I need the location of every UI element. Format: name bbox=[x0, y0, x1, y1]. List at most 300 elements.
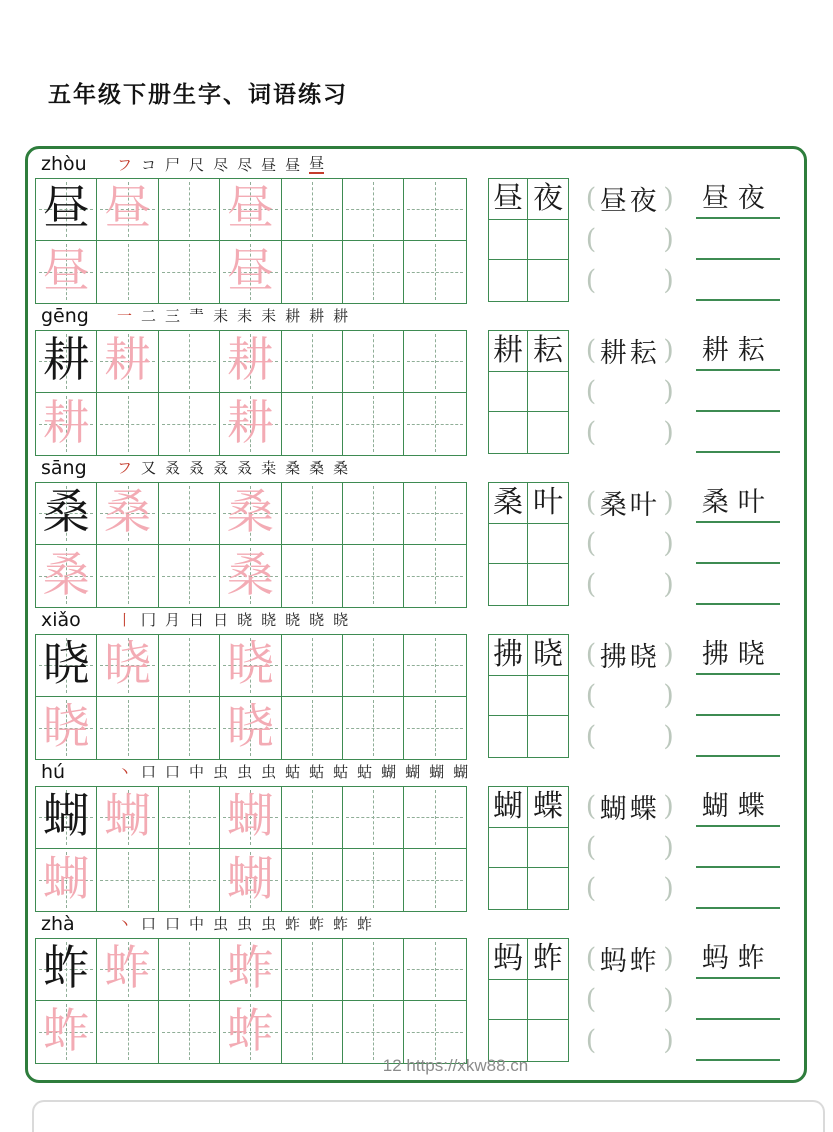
practice-cell bbox=[282, 241, 343, 303]
underline-row bbox=[696, 412, 780, 453]
stroke-step: 口 bbox=[165, 762, 181, 781]
word-in-parentheses: 蝴蝶 bbox=[599, 794, 660, 825]
underline-row bbox=[696, 219, 780, 260]
trace-character: 昼 bbox=[42, 243, 90, 299]
underline-row bbox=[696, 827, 780, 868]
word-character: 夜 bbox=[533, 180, 564, 216]
row-body bbox=[28, 634, 804, 760]
parentheses-row bbox=[586, 786, 674, 827]
stroke-step: 耒 bbox=[213, 306, 229, 325]
stroke-step: 丶 bbox=[117, 914, 133, 933]
row-body bbox=[28, 178, 804, 304]
word-cell bbox=[489, 260, 529, 301]
practice-cell bbox=[282, 635, 343, 697]
stroke-step: 耕 bbox=[309, 306, 325, 325]
word-cell bbox=[489, 564, 529, 605]
underline-row bbox=[696, 1020, 780, 1061]
word-cell bbox=[528, 412, 568, 453]
practice-cell bbox=[343, 939, 404, 1001]
word-character: 晓 bbox=[533, 636, 564, 672]
word-cell bbox=[528, 179, 568, 220]
stroke-step: 虫 bbox=[213, 762, 229, 781]
word-cell bbox=[528, 716, 568, 757]
stroke-step: 日 bbox=[189, 610, 205, 629]
stroke-step: 一 bbox=[117, 306, 133, 325]
word-practice-area bbox=[488, 938, 780, 1062]
close-paren: ) bbox=[663, 486, 674, 518]
practice-cell bbox=[343, 331, 404, 393]
practice-cell bbox=[220, 697, 281, 759]
word-on-underline: 桑叶 bbox=[701, 487, 774, 518]
open-paren: ( bbox=[585, 872, 597, 904]
word-on-underline: 拂晓 bbox=[701, 639, 774, 670]
practice-cell bbox=[36, 787, 97, 849]
trace-character: 蝴 bbox=[42, 851, 90, 907]
trace-character: 昼 bbox=[104, 181, 152, 237]
stroke-step: 口 bbox=[165, 914, 181, 933]
stroke-step: 蚱 bbox=[285, 914, 301, 933]
practice-cell bbox=[97, 545, 158, 607]
close-paren: ) bbox=[663, 790, 674, 822]
parentheses-row bbox=[586, 219, 674, 260]
trace-character: 晓 bbox=[226, 699, 274, 755]
open-paren: ( bbox=[585, 983, 597, 1015]
underline-row bbox=[696, 675, 780, 716]
trace-character: 蝴 bbox=[226, 851, 274, 907]
stroke-order-strip bbox=[117, 916, 372, 933]
practice-cell bbox=[404, 849, 465, 911]
practice-cell bbox=[404, 179, 465, 241]
parentheses-row bbox=[586, 371, 674, 412]
stroke-step: 桑 bbox=[309, 458, 325, 477]
stroke-step: 冂 bbox=[141, 610, 157, 629]
word-in-parentheses: 耕耘 bbox=[599, 338, 660, 369]
word-practice-area bbox=[488, 786, 780, 910]
character-practice-row bbox=[28, 454, 804, 606]
practice-cell bbox=[404, 939, 465, 1001]
trace-character: 耕 bbox=[42, 395, 90, 451]
parentheses-row bbox=[586, 178, 674, 219]
parentheses-row bbox=[586, 564, 674, 605]
word-cell bbox=[489, 939, 529, 980]
practice-grid bbox=[35, 634, 467, 760]
word-on-underline: 昼夜 bbox=[701, 183, 774, 214]
word-cell bbox=[528, 220, 568, 261]
word-cell bbox=[489, 412, 529, 453]
practice-cell bbox=[97, 1001, 158, 1063]
stroke-step: 叒 bbox=[189, 458, 205, 477]
word-character: 拂 bbox=[493, 636, 524, 672]
practice-cell bbox=[36, 483, 97, 545]
open-paren: ( bbox=[585, 790, 597, 822]
close-paren: ) bbox=[663, 942, 674, 974]
word-practice-area bbox=[488, 482, 780, 606]
practice-cell bbox=[97, 331, 158, 393]
stroke-step: 叒 bbox=[165, 458, 181, 477]
word-practice-area bbox=[488, 178, 780, 302]
word-cell bbox=[489, 828, 529, 869]
stroke-step: 三 bbox=[165, 306, 181, 325]
practice-cell bbox=[343, 393, 404, 455]
open-paren: ( bbox=[585, 182, 597, 214]
underline-row bbox=[696, 716, 780, 757]
stroke-step: 蛄 bbox=[357, 762, 373, 781]
underline-column bbox=[696, 330, 780, 454]
model-character: 蝴 bbox=[42, 789, 90, 845]
stroke-step: 蚱 bbox=[333, 914, 349, 933]
underline-row bbox=[696, 371, 780, 412]
practice-cell bbox=[159, 635, 220, 697]
row-header bbox=[28, 150, 804, 178]
open-paren: ( bbox=[585, 1024, 597, 1056]
practice-cell bbox=[159, 849, 220, 911]
underline-row bbox=[696, 868, 780, 909]
open-paren: ( bbox=[585, 334, 597, 366]
stroke-step: 月 bbox=[165, 610, 181, 629]
parentheses-row bbox=[586, 1020, 674, 1061]
practice-cell bbox=[343, 1001, 404, 1063]
word-grid-box bbox=[488, 330, 569, 454]
practice-cell bbox=[97, 393, 158, 455]
stroke-step: 蝴 bbox=[429, 762, 445, 781]
model-character: 昼 bbox=[42, 181, 90, 237]
stroke-step: 日 bbox=[213, 610, 229, 629]
word-cell bbox=[489, 220, 529, 261]
practice-cell bbox=[36, 393, 97, 455]
stroke-step: フ bbox=[117, 155, 133, 174]
close-paren: ) bbox=[663, 182, 674, 214]
stroke-step: 口 bbox=[141, 914, 157, 933]
practice-cell bbox=[220, 483, 281, 545]
practice-cell bbox=[343, 697, 404, 759]
word-cell bbox=[528, 524, 568, 565]
practice-cell bbox=[97, 635, 158, 697]
stroke-step: 蛄 bbox=[333, 762, 349, 781]
practice-cell bbox=[404, 1001, 465, 1063]
stroke-order-strip bbox=[117, 612, 348, 629]
trace-character: 耕 bbox=[226, 395, 274, 451]
open-paren: ( bbox=[585, 264, 597, 296]
parentheses-row bbox=[586, 675, 674, 716]
word-character: 蚂 bbox=[493, 940, 524, 976]
character-practice-row bbox=[28, 606, 804, 758]
practice-cell bbox=[282, 939, 343, 1001]
practice-grid bbox=[35, 482, 467, 608]
trace-character: 蚱 bbox=[104, 941, 152, 997]
underline-row bbox=[696, 523, 780, 564]
word-cell bbox=[489, 372, 529, 413]
practice-cell bbox=[36, 635, 97, 697]
parentheses-row bbox=[586, 827, 674, 868]
practice-cell bbox=[36, 331, 97, 393]
model-character: 耕 bbox=[42, 333, 90, 389]
close-paren: ) bbox=[663, 375, 674, 407]
row-body bbox=[28, 330, 804, 456]
practice-cell bbox=[282, 393, 343, 455]
trace-character: 晓 bbox=[226, 637, 274, 693]
underline-column bbox=[696, 938, 780, 1062]
practice-cell bbox=[282, 545, 343, 607]
stroke-step: 桑 bbox=[285, 458, 301, 477]
underline-row bbox=[696, 482, 780, 523]
practice-cell bbox=[220, 545, 281, 607]
practice-cell bbox=[36, 241, 97, 303]
word-cell bbox=[528, 676, 568, 717]
practice-cell bbox=[159, 545, 220, 607]
practice-cell bbox=[343, 545, 404, 607]
word-grid-box bbox=[488, 178, 569, 302]
row-body bbox=[28, 482, 804, 608]
parentheses-row bbox=[586, 868, 674, 909]
stroke-step: 虫 bbox=[213, 914, 229, 933]
practice-grid bbox=[35, 178, 467, 304]
stroke-step: 蚱 bbox=[357, 914, 373, 933]
worksheet-frame bbox=[25, 146, 807, 1083]
word-cell bbox=[528, 980, 568, 1021]
stroke-order-strip bbox=[117, 460, 348, 477]
pinyin-label: xiǎo bbox=[41, 609, 81, 631]
stroke-step: 晓 bbox=[333, 610, 349, 629]
underline-column bbox=[696, 786, 780, 910]
word-cell bbox=[489, 980, 529, 1021]
underline-row bbox=[696, 564, 780, 605]
stroke-step: 尺 bbox=[189, 155, 205, 174]
parentheses-column bbox=[586, 178, 674, 302]
practice-cell bbox=[343, 849, 404, 911]
stroke-step: 蛄 bbox=[285, 762, 301, 781]
stroke-step: 二 bbox=[141, 306, 157, 325]
open-paren: ( bbox=[585, 486, 597, 518]
practice-cell bbox=[282, 849, 343, 911]
practice-cell bbox=[343, 635, 404, 697]
stroke-order-strip bbox=[117, 155, 324, 174]
practice-cell bbox=[97, 483, 158, 545]
stroke-step: 昼 bbox=[285, 155, 301, 174]
close-paren: ) bbox=[663, 527, 674, 559]
practice-cell bbox=[282, 331, 343, 393]
word-cell bbox=[528, 939, 568, 980]
practice-cell bbox=[404, 331, 465, 393]
close-paren: ) bbox=[663, 264, 674, 296]
word-cell bbox=[528, 635, 568, 676]
practice-cell bbox=[404, 393, 465, 455]
practice-cell bbox=[220, 331, 281, 393]
stroke-step: 昼 bbox=[261, 155, 277, 174]
trace-character: 桑 bbox=[226, 547, 274, 603]
practice-cell bbox=[159, 939, 220, 1001]
trace-character: 桑 bbox=[226, 485, 274, 541]
practice-cell bbox=[404, 483, 465, 545]
stroke-step: 蚱 bbox=[309, 914, 325, 933]
word-character: 耕 bbox=[493, 332, 524, 368]
word-on-underline: 蚂蚱 bbox=[701, 943, 774, 974]
word-practice-area bbox=[488, 330, 780, 454]
page-title: 五年级下册生字、词语练习 bbox=[48, 81, 348, 107]
word-in-parentheses: 桑叶 bbox=[599, 490, 660, 521]
row-header bbox=[28, 606, 804, 634]
trace-character: 耕 bbox=[226, 333, 274, 389]
practice-cell bbox=[159, 1001, 220, 1063]
stroke-step: 虫 bbox=[237, 914, 253, 933]
parentheses-column bbox=[586, 330, 674, 454]
practice-cell bbox=[159, 179, 220, 241]
trace-character: 耕 bbox=[104, 333, 152, 389]
word-grid-box bbox=[488, 482, 569, 606]
stroke-step: 蝴 bbox=[405, 762, 421, 781]
stroke-step: 晓 bbox=[237, 610, 253, 629]
open-paren: ( bbox=[585, 720, 597, 752]
practice-cell bbox=[97, 179, 158, 241]
underline-row bbox=[696, 786, 780, 827]
parentheses-row bbox=[586, 938, 674, 979]
close-paren: ) bbox=[663, 872, 674, 904]
trace-character: 晓 bbox=[104, 637, 152, 693]
practice-cell bbox=[220, 241, 281, 303]
parentheses-row bbox=[586, 412, 674, 453]
open-paren: ( bbox=[585, 831, 597, 863]
practice-cell bbox=[36, 545, 97, 607]
pinyin-label: gēng bbox=[41, 305, 89, 327]
practice-cell bbox=[404, 635, 465, 697]
practice-cell bbox=[97, 787, 158, 849]
pinyin-label: hú bbox=[41, 761, 66, 783]
word-cell bbox=[489, 1020, 529, 1061]
practice-cell bbox=[97, 849, 158, 911]
open-paren: ( bbox=[585, 375, 597, 407]
stroke-step: 虫 bbox=[261, 762, 277, 781]
pinyin-label: zhà bbox=[41, 913, 75, 935]
practice-cell bbox=[159, 483, 220, 545]
row-body bbox=[28, 938, 804, 1064]
practice-cell bbox=[220, 849, 281, 911]
practice-cell bbox=[404, 545, 465, 607]
stroke-step: 耕 bbox=[333, 306, 349, 325]
practice-grid bbox=[35, 786, 467, 912]
model-character: 蚱 bbox=[42, 941, 90, 997]
underline-row bbox=[696, 634, 780, 675]
watermark-url: 12 https://xkw88.cn bbox=[382, 1056, 529, 1075]
word-grid-box bbox=[488, 634, 569, 758]
word-cell bbox=[528, 828, 568, 869]
practice-cell bbox=[220, 787, 281, 849]
close-paren: ) bbox=[663, 568, 674, 600]
trace-character: 桑 bbox=[42, 547, 90, 603]
word-cell bbox=[489, 331, 529, 372]
character-practice-row bbox=[28, 302, 804, 454]
stroke-step: 叒 bbox=[213, 458, 229, 477]
practice-cell bbox=[343, 787, 404, 849]
stroke-step: 中 bbox=[189, 914, 205, 933]
word-practice-area bbox=[488, 634, 780, 758]
stroke-step: 叒 bbox=[237, 458, 253, 477]
parentheses-column bbox=[586, 634, 674, 758]
stroke-step: 蝴 bbox=[453, 762, 469, 781]
word-character: 蚱 bbox=[533, 940, 564, 976]
word-character: 桑 bbox=[493, 484, 524, 520]
open-paren: ( bbox=[585, 527, 597, 559]
stroke-step: 桑 bbox=[333, 458, 349, 477]
underline-row bbox=[696, 260, 780, 301]
model-character: 晓 bbox=[42, 637, 90, 693]
stroke-step: 桒 bbox=[261, 458, 277, 477]
trace-character: 晓 bbox=[42, 699, 90, 755]
word-cell bbox=[528, 331, 568, 372]
character-rows bbox=[28, 150, 804, 1062]
trace-character: 蝴 bbox=[104, 789, 152, 845]
parentheses-column bbox=[586, 938, 674, 1062]
word-cell bbox=[489, 524, 529, 565]
practice-cell bbox=[220, 939, 281, 1001]
close-paren: ) bbox=[663, 983, 674, 1015]
word-cell bbox=[489, 483, 529, 524]
stroke-step: コ bbox=[141, 155, 157, 174]
character-practice-row bbox=[28, 758, 804, 910]
underline-row bbox=[696, 178, 780, 219]
stroke-step: 耒 bbox=[261, 306, 277, 325]
practice-cell bbox=[282, 179, 343, 241]
open-paren: ( bbox=[585, 638, 597, 670]
word-character: 蝴 bbox=[493, 788, 524, 824]
word-cell bbox=[528, 564, 568, 605]
stroke-step: 晓 bbox=[261, 610, 277, 629]
word-grid-box bbox=[488, 938, 569, 1062]
parentheses-row bbox=[586, 523, 674, 564]
word-cell bbox=[489, 787, 529, 828]
practice-grid bbox=[35, 330, 467, 456]
close-paren: ) bbox=[663, 416, 674, 448]
word-cell bbox=[528, 260, 568, 301]
practice-cell bbox=[282, 483, 343, 545]
word-cell bbox=[528, 1020, 568, 1061]
underline-row bbox=[696, 938, 780, 979]
pinyin-label: sāng bbox=[41, 457, 87, 479]
stroke-step: 昼 bbox=[309, 153, 325, 172]
stroke-step: 口 bbox=[141, 762, 157, 781]
practice-cell bbox=[220, 393, 281, 455]
close-paren: ) bbox=[663, 223, 674, 255]
parentheses-row bbox=[586, 482, 674, 523]
trace-character: 蚱 bbox=[42, 1003, 90, 1059]
trace-character: 蚱 bbox=[226, 1003, 274, 1059]
word-in-parentheses: 昼夜 bbox=[599, 186, 660, 217]
word-cell bbox=[528, 372, 568, 413]
row-header bbox=[28, 302, 804, 330]
underline-column bbox=[696, 634, 780, 758]
trace-character: 蝴 bbox=[226, 789, 274, 845]
word-cell bbox=[528, 483, 568, 524]
row-body bbox=[28, 786, 804, 912]
close-paren: ) bbox=[663, 334, 674, 366]
stroke-step: 尸 bbox=[165, 155, 181, 174]
practice-cell bbox=[159, 241, 220, 303]
trace-character: 昼 bbox=[226, 181, 274, 237]
practice-cell bbox=[220, 635, 281, 697]
open-paren: ( bbox=[585, 679, 597, 711]
practice-cell bbox=[282, 1001, 343, 1063]
underline-row bbox=[696, 979, 780, 1020]
open-paren: ( bbox=[585, 416, 597, 448]
parentheses-row bbox=[586, 716, 674, 757]
trace-character: 桑 bbox=[104, 485, 152, 541]
underline-row bbox=[696, 330, 780, 371]
open-paren: ( bbox=[585, 942, 597, 974]
character-practice-row bbox=[28, 910, 804, 1062]
word-cell bbox=[489, 635, 529, 676]
stroke-step: 尽 bbox=[237, 155, 253, 174]
word-grid-box bbox=[488, 786, 569, 910]
practice-cell bbox=[159, 787, 220, 849]
stroke-step: 虫 bbox=[261, 914, 277, 933]
